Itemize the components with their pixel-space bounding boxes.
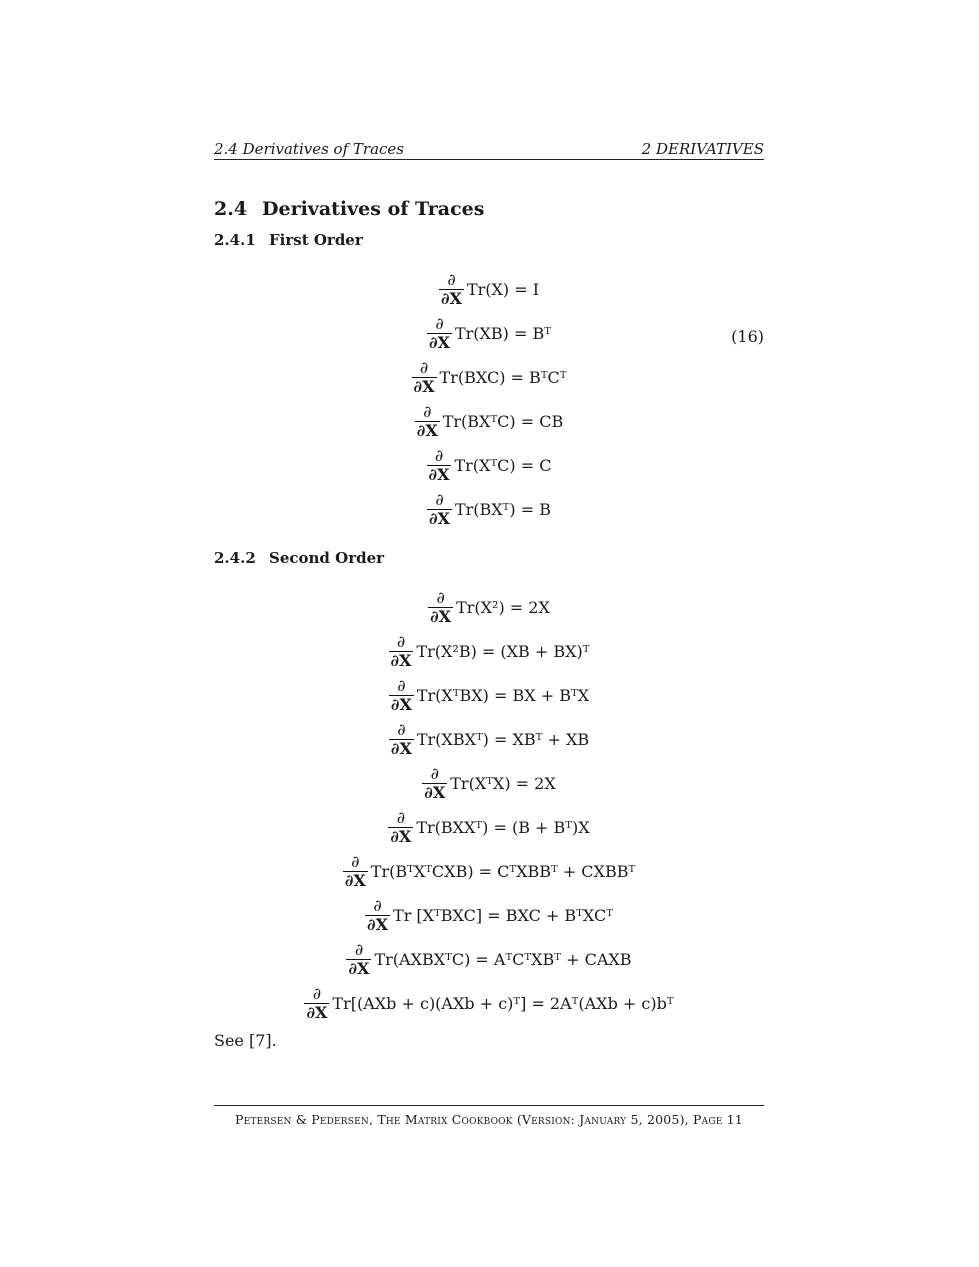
equation-row (214, 632, 764, 672)
trace-expression: Tr(X²) = 2X (456, 598, 550, 617)
equation-row (214, 314, 764, 354)
derivative-denominator: ∂X (413, 377, 435, 396)
derivative-numerator: ∂ (447, 270, 456, 289)
reference-text: See [7]. (214, 1031, 277, 1050)
derivative-numerator: ∂ (430, 764, 439, 783)
subsection-title: Second Order (269, 549, 385, 567)
subsection-number: 2.4.1 (214, 231, 256, 249)
equation-row (214, 764, 764, 804)
equation-row (214, 852, 764, 892)
equation (346, 941, 631, 978)
partial-derivative-operator (427, 447, 452, 484)
derivative-numerator: ∂ (396, 808, 405, 827)
section-title: Derivatives of Traces (262, 198, 485, 220)
equation-row (214, 896, 764, 936)
equation (422, 765, 555, 802)
derivative-denominator: ∂X (348, 959, 370, 978)
derivative-numerator: ∂ (435, 314, 444, 333)
equation (439, 271, 539, 308)
trace-expression: Tr(XBXᵀ) = XBᵀ + XB (416, 730, 590, 749)
trace-expression: Tr(XᵀBX) = BX + BᵀX (416, 686, 590, 705)
equation (428, 589, 550, 626)
trace-expression: Tr(BXXᵀ) = (B + Bᵀ)X (416, 818, 590, 837)
equation-row (214, 270, 764, 310)
section-number: 2.4 (214, 198, 248, 220)
partial-derivative-operator (428, 589, 453, 626)
page-footer: Petersen & Pedersen, The Matrix Cookbook (Version: January 5, 2005), Page 11 (235, 1112, 743, 1127)
derivative-denominator: ∂X (429, 333, 450, 352)
equation (427, 447, 552, 484)
trace-expression: Tr(X²B) = (XB + BX)ᵀ (416, 642, 590, 661)
section-heading (214, 198, 484, 220)
partial-derivative-operator (365, 897, 390, 934)
partial-derivative-operator (346, 941, 371, 978)
derivative-numerator: ∂ (397, 720, 406, 739)
derivative-denominator: ∂X (344, 871, 366, 890)
equation (388, 809, 589, 846)
equation-row (214, 940, 764, 980)
derivative-numerator: ∂ (436, 588, 445, 607)
derivative-denominator: ∂X (424, 783, 446, 802)
derivative-numerator: ∂ (354, 940, 364, 959)
equation (427, 491, 551, 528)
derivative-denominator: ∂X (429, 509, 450, 528)
derivative-denominator: ∂X (416, 421, 438, 440)
derivative-numerator: ∂ (351, 852, 360, 871)
derivative-numerator: ∂ (312, 984, 322, 1003)
trace-expression: Tr(XᵀX) = 2X (450, 774, 556, 793)
running-header-right: 2 DERIVATIVES (641, 140, 764, 158)
trace-expression: Tr(BᵀXᵀCXB) = CᵀXBBᵀ + CXBBᵀ (370, 862, 636, 881)
equation (389, 633, 590, 670)
equation (343, 853, 635, 890)
trace-expression: Tr(BXᵀ) = B (454, 500, 551, 519)
derivative-numerator: ∂ (435, 490, 444, 509)
derivative-numerator: ∂ (397, 676, 406, 695)
equation (389, 677, 589, 714)
derivative-denominator: ∂X (390, 739, 412, 758)
derivative-denominator: ∂X (367, 915, 389, 934)
subsection-heading-second-order (214, 549, 384, 567)
partial-derivative-operator (415, 403, 440, 440)
equation-row (214, 446, 764, 486)
equation (415, 403, 563, 440)
equation-row (214, 490, 764, 530)
partial-derivative-operator (389, 633, 414, 670)
derivative-denominator: ∂X (440, 289, 462, 308)
trace-expression: Tr(BXC) = BᵀCᵀ (439, 368, 567, 387)
partial-derivative-operator (389, 677, 414, 714)
derivative-denominator: ∂X (430, 607, 452, 626)
partial-derivative-operator (304, 985, 329, 1022)
equation (412, 359, 567, 396)
footer-rule (214, 1105, 764, 1106)
trace-expression: Tr(BXᵀC) = CB (442, 412, 564, 431)
trace-expression: Tr [XᵀBXC] = BXC + BᵀXCᵀ (393, 906, 613, 925)
partial-derivative-operator (389, 721, 414, 758)
trace-expression: Tr(XB) = Bᵀ (454, 324, 551, 343)
subsection-heading-first-order (214, 231, 363, 249)
derivative-denominator: ∂X (390, 827, 412, 846)
partial-derivative-operator (427, 315, 452, 352)
derivative-numerator: ∂ (373, 896, 382, 915)
subsection-title: First Order (269, 231, 363, 249)
trace-expression: Tr(XᵀC) = C (454, 456, 552, 475)
equation (365, 897, 613, 934)
subsection-number: 2.4.2 (214, 549, 256, 567)
derivative-denominator: ∂X (306, 1003, 328, 1022)
trace-expression: Tr[(AXb + c)(AXb + c)ᵀ] = 2Aᵀ(AXb + c)bᵀ (332, 994, 674, 1013)
derivative-numerator: ∂ (419, 358, 429, 377)
partial-derivative-operator (388, 809, 413, 846)
derivative-denominator: ∂X (428, 465, 450, 484)
equation (427, 315, 551, 352)
partial-derivative-operator (427, 491, 452, 528)
derivative-numerator: ∂ (423, 402, 432, 421)
derivative-numerator: ∂ (396, 632, 406, 651)
equation-row (214, 984, 764, 1024)
trace-expression: Tr(X) = I (466, 280, 540, 299)
equation (304, 985, 673, 1022)
equation-row (214, 402, 764, 442)
derivative-denominator: ∂X (390, 695, 412, 714)
header-rule (214, 159, 764, 160)
equation-row (214, 720, 764, 760)
partial-derivative-operator (422, 765, 447, 802)
partial-derivative-operator (412, 359, 437, 396)
derivative-denominator: ∂X (390, 651, 412, 670)
equation-row (214, 358, 764, 398)
trace-expression: Tr(AXBXᵀC) = AᵀCᵀXBᵀ + CAXB (374, 950, 632, 969)
partial-derivative-operator (343, 853, 368, 890)
equation-row (214, 588, 764, 628)
equation-row (214, 808, 764, 848)
equation (389, 721, 589, 758)
derivative-numerator: ∂ (434, 446, 444, 465)
equation-number: (16) (731, 327, 764, 346)
equation-row (214, 676, 764, 716)
running-header-left: 2.4 Derivatives of Traces (214, 140, 404, 158)
partial-derivative-operator (439, 271, 464, 308)
